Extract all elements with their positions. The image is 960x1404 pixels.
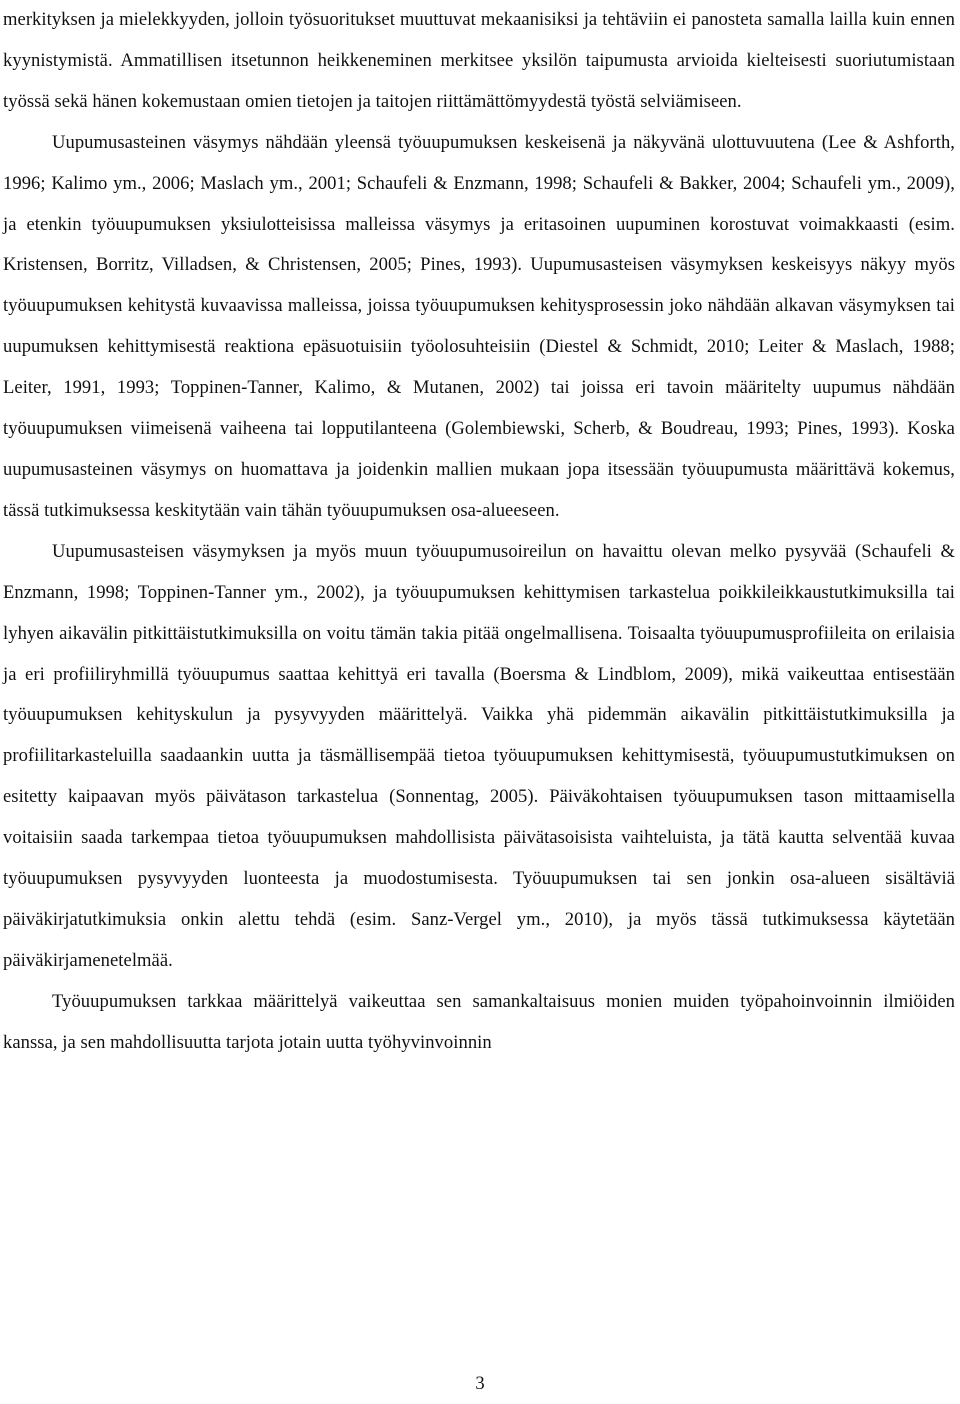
paragraph-exhaustion-centrality: Uupumusasteinen väsymys nähdään yleensä työuupumuksen keskeisenä ja näkyvänä ulottuvuutena (Lee & Ashforth, 1996; Kalimo ym., 2006; Maslach ym., 2001; Schaufeli & Enzmann, 1998; Schaufeli & Bakker, 2004; Schaufeli ym., 2009), ja etenkin työuupumuksen yksiulotteisissa malleissa väsymys ja eritasoinen uupuminen korostuvat voimakkaasti (esim. Kristensen, Borritz, Villadsen, & Christensen, 2005; Pines, 1993). Uupumusasteisen väsymyksen keskeisyys näkyy myös työuupumuksen kehitystä kuvaavissa malleissa, joissa työuupumuksen kehitysprosessin joko nähdään alkavan väsymyksen tai uupumuksen kehittymisestä reaktiona epäsuotuisiin työolosuhteisiin (Diestel & Schmidt, 2010; Leiter & Maslach, 1988; Leiter, 1991, 1993; Toppinen-Tanner, Kalimo, & Mutanen, 2002) tai joissa eri tavoin määritelty uupumus nähdään työuupumuksen viimeisenä vaiheena tai lopputilanteena (Golembiewski, Scherb, & Boudreau, 1993; Pines, 1993). Koska uupumusasteinen väsymys on huomattava ja joidenkin mallien mukaan jopa itsessään työuupumusta määrittävä kokemus, tässä tutkimuksessa keskitytään vain tähän työuupumuksen osa-alueeseen.: [3, 131, 955, 521]
page-number: 3: [475, 1373, 485, 1394]
paragraph-exhaustion-persistence: Uupumusasteisen väsymyksen ja myös muun työuupumusoireilun on havaittu olevan melko pysyvää (Schaufeli & Enzmann, 1998; Toppinen-Tanner ym., 2002), ja työuupumuksen kehittymisen tarkastelua poikkileikkaustutkimuksilla tai lyhyen aikavälin pitkittäistutkimuksilla on voitu tämän takia pitää ongelmallisena. Toisaalta työuupumusprofiileita on erilaisia ja eri profiiliryhmillä työuupumus saattaa kehittyä eri tavalla (Boersma & Lindblom, 2009), mikä vaikeuttaa entisestään työuupumuksen kehityskulun ja pysyvyyden määrittelyä. Vaikka yhä pidemmän aikavälin pitkittäistutkimuksilla ja profiilitarkasteluilla saadaankin uutta ja täsmällisempää tietoa työuupumuksen kehittymisestä, työuupumustutkimuksen on esitetty kaipaavan myös päivätason tarkastelua (Sonnentag, 2005). Päiväkohtaisen työuupumuksen tason mittaamisella voitaisiin saada tarkempaa tietoa työuupumuksen mahdollisista päivätasoisista vaihteluista, ja tätä kautta selventää kuvaa työuupumuksen pysyvyyden luonteesta ja muodostumisesta. Työuupumuksen tai sen jonkin osa-alueen sisältäviä päiväkirjatutkimuksia onkin alettu tehdä (esim. Sanz-Vergel ym., 2010), ja myös tässä tutkimuksessa käytetään päiväkirjamenetelmää.: [3, 540, 955, 971]
paragraph-continuation: merkityksen ja mielekkyyden, jolloin työsuoritukset muuttuvat mekaanisiksi ja tehtäviin ei panosteta samalla lailla kuin ennen kyynistymistä. Ammatillisen itsetunnon heikkeneminen merkitsee yksilön taipumusta arvioida kielteisesti suoriutumistaan työssä sekä hänen kokemustaan omien tietojen ja taitojen riittämättömyydestä työstä selviämiseen.: [3, 9, 955, 112]
document-page: [3, 0, 955, 1064]
paragraph-definition-difficulty: Työuupumuksen tarkkaa määrittelyä vaikeuttaa sen samankaltaisuus monien muiden työpahoinvoinnin ilmiöiden kanssa, ja sen mahdollisuutta tarjota jotain uutta työhyvinvoinnin: [3, 990, 955, 1053]
